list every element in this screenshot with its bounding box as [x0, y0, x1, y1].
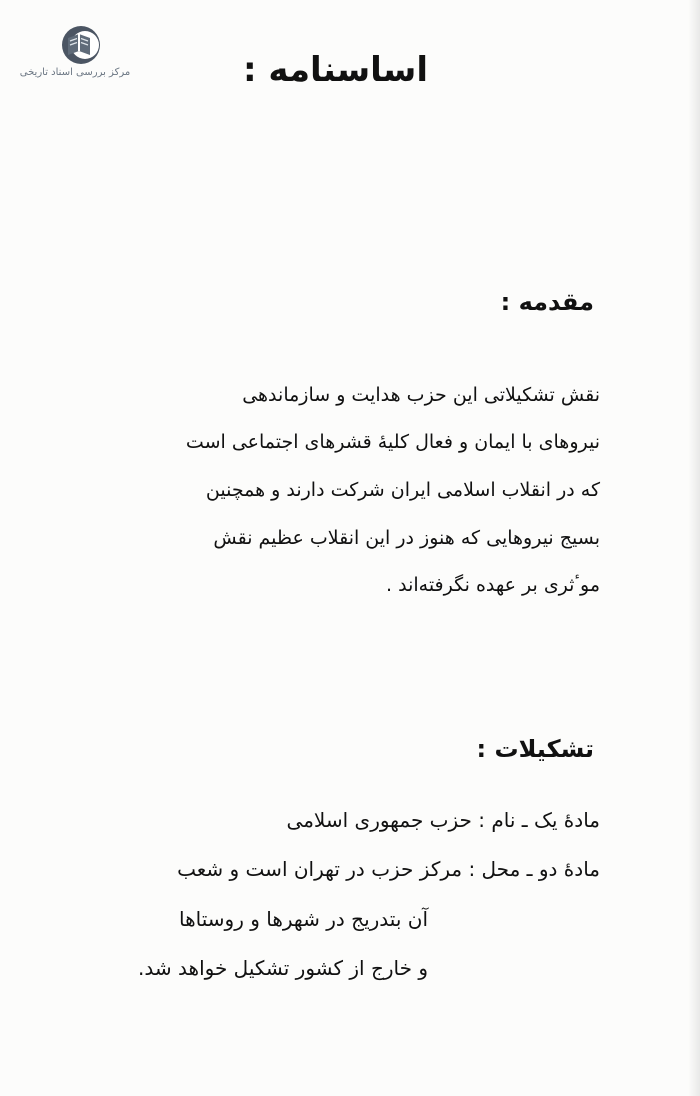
archive-logo — [14, 24, 136, 84]
intro-heading: مقدمه : — [500, 288, 594, 316]
intro-line: موٴثری بر عهده نگرفته‌اند . — [386, 574, 600, 596]
page-edge-shadow — [688, 0, 700, 1096]
book-circle-logo-icon — [52, 24, 110, 68]
archive-logo-text: مرکز بررسی اسناد تاریخی — [19, 67, 131, 78]
article-two: مادهٔ دو ـ محل : مرکز حزب در تهران است و شعب — [177, 857, 600, 881]
intro-line: نیروهای با ایمان و فعال کلیهٔ قشرهای اجتماعی است — [185, 431, 600, 453]
article-two-continued: آن بتدریج در شهرها و روستاها — [179, 907, 428, 931]
article-two-continued: و خارج از کشور تشکیل خواهد شد. — [138, 956, 428, 980]
organization-heading: تشکیلات : — [476, 735, 594, 763]
document-title: اساسنامه : — [242, 50, 428, 90]
intro-line: که در انقلاب اسلامی ایران شرکت دارند و همچنین — [205, 479, 600, 501]
article-one: مادهٔ یک ـ نام : حزب جمهوری اسلامی — [286, 808, 600, 832]
intro-line: نقش تشکیلاتی این حزب هدایت و سازماندهی — [242, 384, 600, 406]
intro-line: بسیج نیروهایی که هنوز در این انقلاب عظیم نقش — [213, 527, 600, 549]
